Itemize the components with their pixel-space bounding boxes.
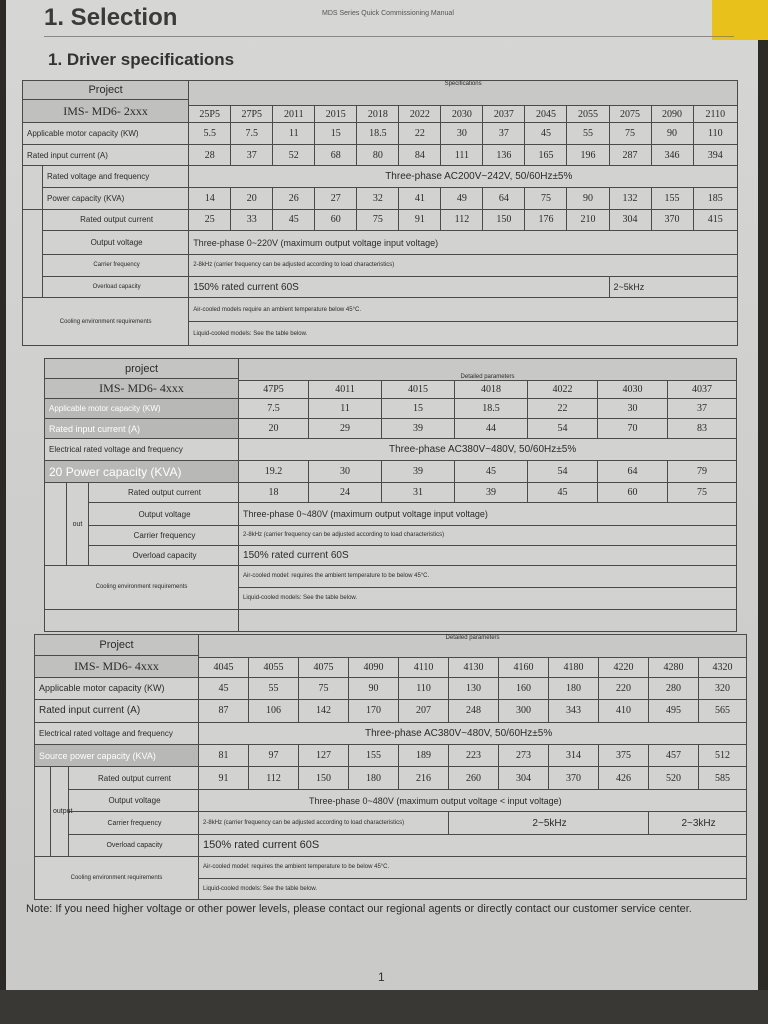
value-cell: 343 (549, 700, 599, 722)
value-span: Air-cooled model: requires the ambient temperature to be below 45°C. (239, 565, 737, 587)
value-cell: 45 (273, 209, 315, 231)
value-cell: 300 (499, 700, 549, 722)
section-title: 1. Driver specifications (48, 50, 235, 69)
value-cell: 45 (455, 461, 528, 483)
row-label: Rated output current (69, 767, 199, 789)
value-span: Three-phase 0~220V (maximum output voltage input voltage) (189, 231, 738, 255)
value-cell: 70 (598, 419, 668, 439)
cooling-row-air (35, 857, 747, 878)
row-group (23, 209, 43, 298)
running-header: MDS Series Quick Commissioning Manual (322, 10, 454, 17)
row-label: Rated input current (A) (45, 419, 239, 439)
row-label: Rated input current (A) (23, 144, 189, 166)
row-label: Rated voltage and frequency (43, 166, 189, 188)
model-cell: 2018 (357, 105, 399, 122)
value-cell: 180 (549, 677, 599, 699)
value-span: 150% rated current 60S (199, 834, 747, 856)
value-cell: 11 (273, 123, 315, 145)
value-cell: 110 (693, 123, 737, 145)
value-cell: 90 (567, 188, 609, 210)
model-cell: 4180 (549, 658, 599, 677)
row-label: Output voltage (43, 231, 189, 255)
value-cell: 39 (382, 461, 455, 483)
row-label: Cooling environment requirements (35, 857, 199, 900)
value-cell: 160 (499, 677, 549, 699)
row-label: Source power capacity (KVA) (35, 745, 199, 767)
model-cell: 2011 (273, 105, 315, 122)
model-cell: 2022 (399, 105, 441, 122)
value-cell: 495 (649, 700, 699, 722)
value-cell: 11 (309, 399, 382, 419)
value-cell: 7.5 (239, 399, 309, 419)
model-cell: 4160 (499, 658, 549, 677)
value-cell: 49 (441, 188, 483, 210)
value-cell: 15 (382, 399, 455, 419)
row-label: Applicable motor capacity (KW) (35, 677, 199, 699)
value-cell: 54 (528, 419, 598, 439)
value-cell: 75 (525, 188, 567, 210)
model-cell: 2030 (441, 105, 483, 122)
value-cell: 196 (567, 144, 609, 166)
value-cell: 32 (357, 188, 399, 210)
value-cell: 410 (599, 700, 649, 722)
output-voltage-row (35, 789, 747, 811)
carrier-row (23, 255, 738, 277)
value-cell: 37 (668, 399, 737, 419)
value-cell: 346 (651, 144, 693, 166)
value-span: Three-phase AC200V~242V, 50/60Hz±5% (189, 166, 738, 188)
spec-table-4xxx-small (44, 358, 737, 632)
value-cell: 112 (249, 767, 299, 789)
value-span: 2~3kHz (649, 812, 747, 834)
value-cell: 7.5 (231, 123, 273, 145)
input-current-row (35, 700, 747, 722)
output-current-row (35, 767, 747, 789)
value-cell: 5.5 (189, 123, 231, 145)
cooling-row-air (45, 565, 737, 587)
power-row (35, 745, 747, 767)
empty-cell (45, 609, 239, 631)
motor-row (45, 399, 737, 419)
model-cell: 4130 (449, 658, 499, 677)
value-cell: 304 (499, 767, 549, 789)
value-cell: 18.5 (455, 399, 528, 419)
model-cell: 4030 (598, 381, 668, 399)
value-span: Three-phase AC380V~480V, 50/60Hz±5% (239, 439, 737, 461)
value-span: Liquid-cooled models: See the table below. (239, 587, 737, 609)
input-current-row (23, 144, 738, 166)
value-cell: 132 (609, 188, 651, 210)
value-cell: 30 (598, 399, 668, 419)
value-cell: 55 (567, 123, 609, 145)
value-cell: 64 (483, 188, 525, 210)
project-header: Project (35, 635, 199, 656)
output-voltage-row (45, 503, 737, 525)
value-cell: 110 (399, 677, 449, 699)
row-group-outer (35, 767, 51, 857)
input-current-row (45, 419, 737, 439)
overload-row (35, 834, 747, 856)
value-cell: 185 (693, 188, 737, 210)
value-cell: 28 (189, 144, 231, 166)
output-voltage-row (23, 231, 738, 255)
value-cell: 91 (199, 767, 249, 789)
row-label: Electrical rated voltage and frequency (35, 722, 199, 744)
value-cell: 45 (525, 123, 567, 145)
value-cell: 60 (315, 209, 357, 231)
value-cell: 130 (449, 677, 499, 699)
value-cell: 18.5 (357, 123, 399, 145)
value-cell: 207 (399, 700, 449, 722)
row-group: out (67, 483, 89, 565)
overload-row (45, 545, 737, 565)
model-cell: 2055 (567, 105, 609, 122)
value-cell: 210 (567, 209, 609, 231)
spec-table-4xxx-large (34, 634, 747, 900)
value-cell: 83 (668, 419, 737, 439)
value-cell: 176 (525, 209, 567, 231)
row-label: Overload capacity (89, 545, 239, 565)
value-cell: 41 (399, 188, 441, 210)
footnote: Note: If you need higher voltage or other power levels, please contact our regional agents or directly contact our customer service center. (26, 903, 692, 915)
value-cell: 585 (699, 767, 747, 789)
model-cell: 25P5 (189, 105, 231, 122)
row-label: Applicable motor capacity (KW) (23, 123, 189, 145)
model-cell: 2015 (315, 105, 357, 122)
value-cell: 19.2 (239, 461, 309, 483)
value-cell: 223 (449, 745, 499, 767)
value-cell: 75 (357, 209, 399, 231)
value-span: Air-cooled model: requires the ambient temperature to be below 45°C. (199, 857, 747, 878)
row-label: Overload capacity (69, 834, 199, 856)
value-cell: 22 (528, 399, 598, 419)
value-span: 150% rated current 60S (239, 545, 737, 565)
value-cell: 97 (249, 745, 299, 767)
value-cell: 90 (651, 123, 693, 145)
spec-table-2xxx (22, 80, 738, 346)
row-label: Overload capacity (43, 276, 189, 298)
value-cell: 136 (483, 144, 525, 166)
background-surface (0, 990, 768, 1024)
model-cell: 4090 (349, 658, 399, 677)
model-cell: 4037 (668, 381, 737, 399)
model-cell: 2110 (693, 105, 737, 122)
model-cell: 4011 (309, 381, 382, 399)
value-cell: 27 (315, 188, 357, 210)
value-cell: 60 (598, 483, 668, 503)
row-label: Carrier frequency (69, 812, 199, 834)
value-cell: 75 (668, 483, 737, 503)
value-cell: 370 (549, 767, 599, 789)
row-label: Cooling environment requirements (45, 565, 239, 609)
model-cell: 2037 (483, 105, 525, 122)
value-cell: 24 (309, 483, 382, 503)
row-group-outer (45, 483, 67, 565)
model-cell: 4018 (455, 381, 528, 399)
value-cell: 15 (315, 123, 357, 145)
value-cell: 26 (273, 188, 315, 210)
value-cell: 155 (651, 188, 693, 210)
value-cell: 512 (699, 745, 747, 767)
background-object (712, 0, 768, 40)
value-cell: 80 (357, 144, 399, 166)
value-cell: 39 (455, 483, 528, 503)
output-current-row (23, 209, 738, 231)
model-cell: 4110 (399, 658, 449, 677)
value-cell: 170 (349, 700, 399, 722)
row-label: Power capacity (KVA) (43, 188, 189, 210)
model-cell: 27P5 (231, 105, 273, 122)
model-cell: 2075 (609, 105, 651, 122)
value-cell: 87 (199, 700, 249, 722)
value-cell: 31 (382, 483, 455, 503)
value-cell: 81 (199, 745, 249, 767)
value-cell: 90 (349, 677, 399, 699)
overload-row (23, 276, 738, 298)
value-cell: 142 (299, 700, 349, 722)
value-cell: 79 (668, 461, 737, 483)
value-span: Liquid-cooled models: See the table below. (199, 878, 747, 899)
value-cell: 54 (528, 461, 598, 483)
value-cell: 150 (483, 209, 525, 231)
value-cell: 320 (699, 677, 747, 699)
value-span: Liquid-cooled models: See the table below. (189, 322, 738, 346)
value-cell: 52 (273, 144, 315, 166)
value-cell: 150 (299, 767, 349, 789)
value-cell: 39 (382, 419, 455, 439)
motor-row (23, 123, 738, 145)
project-header: project (45, 359, 239, 379)
row-label: Output voltage (69, 789, 199, 811)
value-cell: 91 (399, 209, 441, 231)
value-span: 2~5kHz (609, 276, 738, 298)
cooling-row-air (23, 298, 738, 322)
empty-cell (239, 609, 737, 631)
model-cell: 4045 (199, 658, 249, 677)
motor-row (35, 677, 747, 699)
value-cell: 75 (299, 677, 349, 699)
spec-caption: Detailed parameters (199, 635, 747, 658)
spec-caption: Specifications (189, 81, 738, 106)
value-span: 2-8kHz (carrier frequency can be adjusted according to load characteristics) (239, 525, 737, 545)
value-cell: 75 (609, 123, 651, 145)
spec-caption: Detailed parameters (239, 359, 737, 381)
value-cell: 273 (499, 745, 549, 767)
row-label: Applicable motor capacity (KW) (45, 399, 239, 419)
value-cell: 111 (441, 144, 483, 166)
value-cell: 287 (609, 144, 651, 166)
model-cell: 2090 (651, 105, 693, 122)
value-cell: 68 (315, 144, 357, 166)
row-label: Electrical rated voltage and frequency (45, 439, 239, 461)
value-cell: 260 (449, 767, 499, 789)
value-span: Air-cooled models require an ambient temperature below 45°C. (189, 298, 738, 322)
value-cell: 22 (399, 123, 441, 145)
voltage-row (45, 439, 737, 461)
value-cell: 20 (239, 419, 309, 439)
value-cell: 29 (309, 419, 382, 439)
value-cell: 415 (693, 209, 737, 231)
value-cell: 565 (699, 700, 747, 722)
value-cell: 84 (399, 144, 441, 166)
value-cell: 457 (649, 745, 699, 767)
value-cell: 180 (349, 767, 399, 789)
value-cell: 55 (249, 677, 299, 699)
model-cell: 47P5 (239, 381, 309, 399)
value-cell: 25 (189, 209, 231, 231)
value-cell: 155 (349, 745, 399, 767)
value-cell: 30 (441, 123, 483, 145)
carrier-row (35, 812, 747, 834)
value-span: 2~5kHz (449, 812, 649, 834)
value-cell: 14 (189, 188, 231, 210)
value-span: Three-phase 0~480V (maximum output voltage input voltage) (239, 503, 737, 525)
model-cell: 4055 (249, 658, 299, 677)
value-cell: 45 (199, 677, 249, 699)
row-label: Carrier frequency (89, 525, 239, 545)
value-span: 150% rated current 60S (189, 276, 609, 298)
value-cell: 220 (599, 677, 649, 699)
model-cell: 4280 (649, 658, 699, 677)
value-cell: 216 (399, 767, 449, 789)
value-cell: 314 (549, 745, 599, 767)
row-group: output (51, 767, 69, 857)
model-family: IMS- MD6- 2xxx (23, 100, 189, 123)
row-label: Carrier frequency (43, 255, 189, 277)
model-cell: 4220 (599, 658, 649, 677)
value-cell: 33 (231, 209, 273, 231)
power-row (23, 188, 738, 210)
value-cell: 112 (441, 209, 483, 231)
value-cell: 394 (693, 144, 737, 166)
row-label: Rated input current (A) (35, 700, 199, 722)
model-cell: 4075 (299, 658, 349, 677)
model-family: IMS- MD6- 4xxx (35, 656, 199, 677)
model-cell: 4015 (382, 381, 455, 399)
value-cell: 189 (399, 745, 449, 767)
output-current-row (45, 483, 737, 503)
row-label: Rated output current (89, 483, 239, 503)
row-label: Cooling environment requirements (23, 298, 189, 346)
value-cell: 248 (449, 700, 499, 722)
power-row (45, 461, 737, 483)
row-label-text: Power capacity (KVA) (65, 464, 182, 479)
page-title: 1. Selection (44, 4, 178, 31)
value-cell: 426 (599, 767, 649, 789)
value-span: Three-phase AC380V~480V, 50/60Hz±5% (199, 722, 747, 744)
value-cell: 64 (598, 461, 668, 483)
value-cell: 37 (231, 144, 273, 166)
value-cell: 127 (299, 745, 349, 767)
value-cell: 45 (528, 483, 598, 503)
value-cell: 375 (599, 745, 649, 767)
row-group (23, 166, 43, 209)
voltage-row (35, 722, 747, 744)
value-cell: 37 (483, 123, 525, 145)
value-span: 2-8kHz (carrier frequency can be adjusted according to load characteristics) (199, 812, 449, 834)
value-cell: 304 (609, 209, 651, 231)
value-cell: 280 (649, 677, 699, 699)
value-cell: 18 (239, 483, 309, 503)
voltage-row (23, 166, 738, 188)
value-cell: 165 (525, 144, 567, 166)
carrier-row (45, 525, 737, 545)
row-label-prefix: 20 (49, 464, 63, 479)
page-number: 1 (378, 970, 385, 984)
model-family: IMS- MD6- 4xxx (45, 379, 239, 399)
value-cell: 370 (651, 209, 693, 231)
value-cell: 520 (649, 767, 699, 789)
row-label (45, 461, 239, 483)
row-label: Rated output current (43, 209, 189, 231)
model-cell: 4320 (699, 658, 747, 677)
value-cell: 44 (455, 419, 528, 439)
row-label: Output voltage (89, 503, 239, 525)
value-cell: 20 (231, 188, 273, 210)
value-cell: 30 (309, 461, 382, 483)
value-span: Three-phase 0~480V (maximum output voltage < input voltage) (199, 789, 747, 811)
value-cell: 106 (249, 700, 299, 722)
project-header: Project (23, 81, 189, 100)
model-cell: 4022 (528, 381, 598, 399)
model-cell: 2045 (525, 105, 567, 122)
header-rule (44, 36, 734, 37)
value-span: 2-8kHz (carrier frequency can be adjusted according to load characteristics) (189, 255, 738, 277)
